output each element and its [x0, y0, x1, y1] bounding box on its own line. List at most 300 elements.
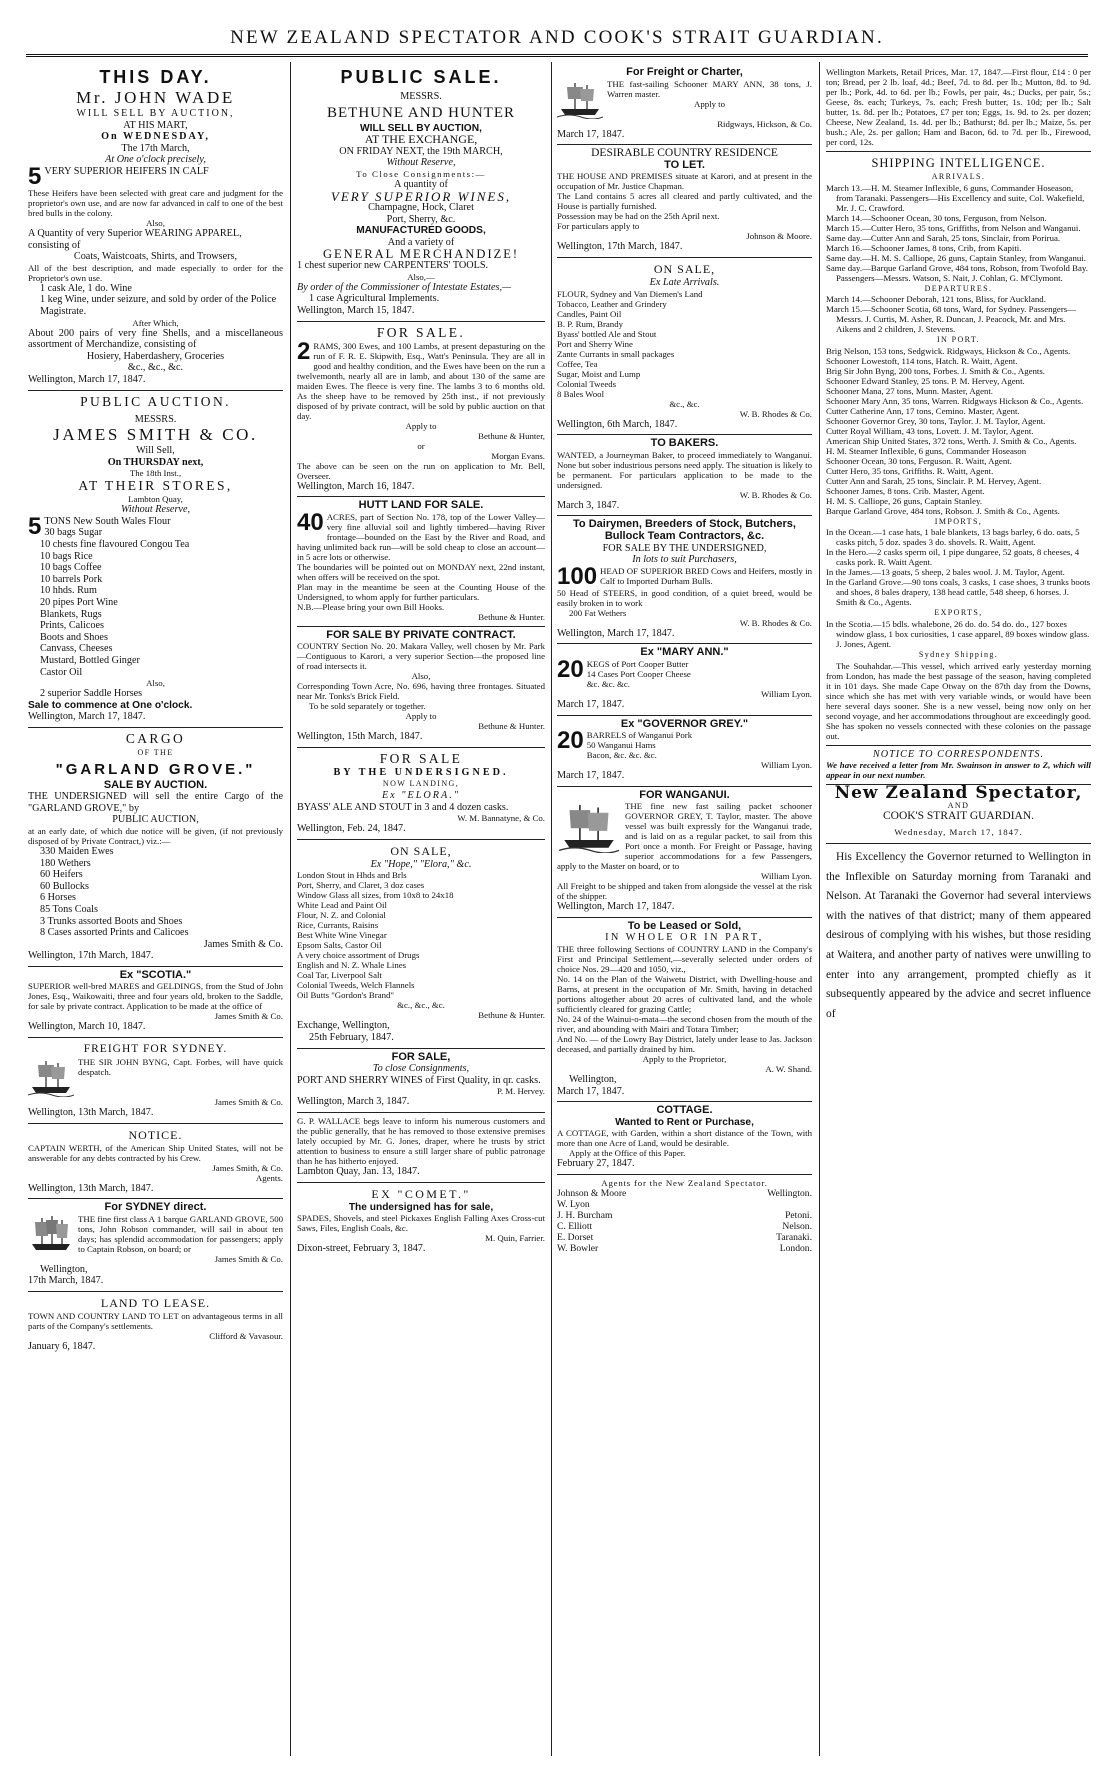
ad-text: And No. — of the Lowry Bay District, lately under lease to Jas. Jackson deceased, and partially drained by him. — [557, 1034, 812, 1055]
list-item: Schooner Ocean, 30 tons, Ferguson. R. Waitt, Agent. — [826, 455, 1012, 466]
ad-text: PUBLIC AUCTION, — [112, 814, 199, 826]
ad-line: And a variety of — [387, 236, 455, 248]
list-item: 85 Tons Coals — [40, 903, 98, 915]
ad-date: March 17, 1847. — [557, 770, 625, 782]
list-item: Sugar, Moist and Lump — [557, 368, 641, 379]
ad-line: Also, — [146, 217, 165, 228]
list-item: Colonial Tweeds — [557, 378, 617, 389]
list-item: Byass' bottled Ale and Stout — [557, 328, 657, 339]
ad-wallace — [297, 1113, 545, 1183]
ad-date: Wellington, March 15, 1847. — [297, 304, 415, 316]
news-text: The Souhahdar.—This vessel, which arrived early yesterday morning from London, has made the best passage of the season, having completed it in 101 days. She made Cape Otway on the 87th day from the Downs, since which she has met with very variable winds, or would have been here several days sooner. She is a new vessel, being now only on her second voyage, and her accommodations throughout are exceedingly good. She has spoken no vessels connected with these colonies on the passage out. — [826, 660, 1091, 741]
ad-text: 1 chest superior new CARPENTERS' TOOLS. — [297, 260, 489, 272]
ad-text: For particulars apply to — [557, 221, 640, 232]
ad-text: Coats, Waistcoats, Shirts, and Trowsers, — [73, 251, 238, 263]
ad-line: FOR SALE BY THE UNDERSIGNED, — [602, 542, 767, 554]
ship-icon — [28, 1057, 74, 1097]
list-item: In the James.—13 goats, 5 sheep, 2 bales wool. J. M. Taylor, Agent. — [826, 567, 1065, 578]
ad-line: Champagne, Hock, Claret — [368, 202, 474, 214]
ship-icon — [557, 79, 603, 119]
lot-number: 40 — [297, 508, 324, 536]
ad-date: Lambton Quay, Jan. 13, 1847. — [297, 1166, 420, 1177]
lot-number: 2 — [297, 337, 311, 365]
agents-list — [557, 1175, 812, 1258]
ad-subheading: Wanted to Rent or Purchase, — [615, 1116, 754, 1128]
ad-signature: William Lyon. — [761, 871, 812, 882]
ad-line: Also, — [146, 678, 165, 689]
ad-text: Hosiery, Haberdashery, Groceries — [86, 350, 225, 362]
list-item: Boots and Shoes — [40, 631, 108, 643]
ad-signature: A. W. Shand. — [765, 1064, 812, 1075]
ad-text: THE fine new fast sailing packet schooner GOVERNOR GREY, T. Taylor, master. The above vessel was built expressly for the Wanganui trade, and is laid on as a regular packet, to sail from this Port once a month. For Freight or Passage, having superior accommodations for a few Passengers, apply to the Master on board, or to — [557, 801, 812, 872]
ad-text: TOWN AND COUNTRY LAND TO LET on advantageous terms in all parts of the Company's settlements. — [28, 1311, 283, 1332]
ad-date: March 17, 1847. — [557, 1085, 625, 1097]
section-heading: SHIPPING INTELLIGENCE. — [871, 156, 1046, 170]
ad-date: Wellington, March 3, 1847. — [297, 1096, 410, 1108]
ad-heading: NOTICE. — [128, 1127, 183, 1142]
ad-signature: William Lyon. — [761, 688, 812, 699]
ad-line: Also,— — [407, 271, 435, 282]
list-item: Castor Oil — [40, 666, 83, 678]
ad-signature: Ridgways, Hickson, & Co. — [717, 118, 812, 129]
list-item: Schooner Mana, 27 tons, Munn. Master, Agent. — [826, 385, 994, 396]
ad-heading: COTTAGE. — [656, 1104, 713, 1117]
list-item: Prints, Calicoes — [40, 620, 104, 632]
departures-list — [826, 294, 1091, 334]
ad-line: &c., &c. — [669, 398, 700, 409]
ad-heading: HUTT LAND FOR SALE. — [358, 499, 484, 512]
ad-line: GENERAL MERCHANDIZE! — [322, 246, 520, 261]
ad-cargo-garland-grove — [28, 728, 283, 967]
column-4 — [826, 64, 1091, 1756]
subsection-heading: IMPORTS, — [934, 516, 983, 526]
agent-location: Taranaki. — [776, 1232, 812, 1244]
ad-date: 17th March, 1847. — [28, 1275, 104, 1287]
ad-text: SUPERIOR well-bred MARES and GELDINGS, from the Stud of John Jones, Esq., Waikowaiti, three and four years old, broken to the Saddle, for sale by private contract. Application to be made at the office of — [28, 981, 283, 1012]
list-item: In the Ocean.—1 case hats, 1 bale blankets, 13 bags barley, 6 do. oats, 5 casks pitch, 5 doz. spades 3 do. shovels. R. Waitt, Agent. — [826, 527, 1080, 548]
ad-line: NOW LANDING, — [382, 779, 460, 789]
ad-line: To Close Consignments:— — [356, 168, 486, 179]
ad-text: ACRES, part of Section No. 178, top of the Lower Valley—very fine alluvial soil and lightly timbered—having River frontage—bounded on the East by the River and Road, and having unlimited back run—will be sold cheap to close an account—in 5 acre lots or otherwise. — [297, 511, 545, 562]
ad-line: MESSRS. — [400, 91, 442, 102]
subsection-heading: EXPORTS, — [934, 608, 983, 618]
ad-text: 200 Fat Wethers — [569, 607, 627, 618]
ad-line: On WEDNESDAY, — [101, 131, 210, 143]
list-item: March 16.—Schooner James, 8 tons, Crib, from Kapiti. — [826, 242, 1022, 253]
agent-name: J. H. Burcham — [557, 1210, 613, 1222]
ad-text: No. 24 of the Wainui-o-mata—the second chosen from the mouth of the river, and abounding with Mairi and Totara Timber; — [557, 1014, 812, 1035]
list-item: Coffee, Tea — [557, 358, 598, 369]
ad-text: The boundaries will be pointed out on MONDAY next, 22nd instant, when offers will be received on the spot. — [297, 561, 545, 582]
ad-heading: DESIRABLE COUNTRY RESIDENCE — [591, 147, 778, 160]
list-item: March 14.—Schooner Deborah, 121 tons, Bliss, for Auckland. — [826, 294, 1046, 305]
ad-signature: William Lyon. — [761, 760, 812, 771]
agent-location: Petoni. — [785, 1210, 812, 1222]
ad-date: Wellington, 13th March, 1847. — [28, 1182, 154, 1194]
agent-name: E. Dorset — [557, 1232, 594, 1244]
ad-ex-governor-grey — [557, 716, 812, 787]
agent-name: W. Bowler — [557, 1243, 599, 1255]
ad-on-sale-arrivals — [557, 258, 812, 435]
list-item: March 13.—H. M. Steamer Inflexible, 6 guns, Commander Hoseason, from Taranaki. Passengers—His Excellency and suite, Col. Wakefield, Mr. J. C. Crawford. — [826, 182, 1085, 213]
ad-line: Lambton Quay, — [128, 494, 183, 505]
ad-text: COUNTRY Section No. 20. Makara Valley, well chosen by Mr. Park—Contiguous to Karori, a very superior Section—the proposed line of road intersects it. — [297, 641, 545, 672]
list-item: Best White Wine Vinegar — [297, 930, 387, 941]
ad-signature: Bethune & Hunter. — [478, 1010, 545, 1021]
list-item: 330 Maiden Ewes — [40, 845, 114, 857]
ad-text: BYASS' ALE AND STOUT in 3 and 4 dozen casks. — [297, 801, 509, 813]
ad-date: March 17, 1847. — [557, 698, 625, 710]
item-list — [28, 846, 283, 939]
ad-text: The above can be seen on the run on application to Mr. Bell, Overseer. — [297, 460, 545, 481]
lot-number: 5 — [28, 512, 42, 540]
ad-heading: EX "COMET." — [371, 1186, 471, 1201]
notice-correspondents — [826, 746, 1091, 786]
ad-sydney-direct — [28, 1199, 283, 1292]
ad-heading: For Freight or Charter, — [626, 66, 743, 78]
ad-heading: CARGO — [125, 730, 186, 746]
list-item: Oil Butts "Gordon's Brand" — [297, 990, 394, 1001]
list-item: Same day.—Cutter Ann and Sarah, 25 tons, Sinclair, from Porirua. — [826, 232, 1061, 243]
ad-signature: W. M. Bannatyne, & Co. — [457, 813, 545, 824]
ad-heading: THIS DAY. — [99, 67, 212, 87]
ad-line: Apply to — [405, 420, 437, 431]
list-item: Canvass, Cheeses — [40, 643, 113, 655]
ad-line: MESSRS. — [134, 413, 177, 425]
list-item: Flour, N. Z. and Colonial — [297, 910, 386, 921]
ad-line: Apply to — [405, 711, 437, 722]
ad-line: In lots to suit Purchasers, — [632, 554, 737, 566]
ad-subheading: The undersigned has for sale, — [348, 1201, 494, 1213]
ad-ex-comet — [297, 1183, 545, 1259]
list-item: 3 Trunks assorted Boots and Shoes — [40, 915, 183, 927]
exports-list — [826, 619, 1091, 649]
ad-signature: James Smith & Co. — [203, 938, 283, 950]
list-item: English and N. Z. Whale Lines — [297, 960, 407, 971]
ad-port-sherry — [297, 1049, 545, 1113]
ad-heading: FOR SALE, — [391, 1050, 451, 1063]
ad-signature: W. B. Rhodes & Co. — [739, 489, 812, 500]
ad-notice-werth — [28, 1124, 283, 1200]
list-item: Colonial Tweeds, Welch Flannels — [297, 980, 415, 991]
auctioneer-name: BETHUNE AND HUNTER — [327, 104, 515, 121]
ad-line: The 17th March, — [121, 142, 190, 154]
ship-icon — [28, 1214, 74, 1254]
lot-number: 20 — [557, 655, 584, 683]
ad-freight-charter — [557, 64, 812, 145]
ad-country-residence — [557, 145, 812, 258]
ad-line: Apply to the Proprietor, — [642, 1054, 727, 1065]
ad-lease-sold — [557, 918, 812, 1102]
ad-text: CAPTAIN WERTH, of the American Ship United States, will not be answerable for any debts contracted by his Crew. — [28, 1142, 283, 1163]
ad-line: WILL SELL BY AUCTION, — [76, 108, 235, 119]
ad-line: Port, Sherry, &c. — [386, 213, 456, 225]
ad-date: Wellington, 6th March, 1847. — [557, 418, 678, 430]
ad-signature: James Smith & Co. — [214, 1253, 283, 1264]
agent-name: C. Elliott — [557, 1221, 593, 1233]
ad-signature: Bethune & Hunter. — [478, 611, 545, 622]
lot-number: 5 — [28, 162, 42, 190]
list-item: Schooner James, 8 tons. Crib. Master, Agent. — [826, 485, 985, 496]
list-item: In the Garland Grove.—90 tons coals, 3 casks, 1 case shoes, 3 trunks boots and shoes, 8 bales drapery, 138 head cattle, 548 sheep, 6 horses. J. Smith & Co., Agents. — [826, 577, 1091, 608]
ad-heading: "GARLAND GROVE." — [55, 760, 256, 778]
ad-line: After Which, — [132, 317, 179, 328]
agent-location: Nelson. — [782, 1221, 812, 1233]
ad-for-wanganui — [557, 787, 812, 918]
ad-line: The 18th Inst., — [129, 468, 182, 479]
subsection-heading: ARRIVALS. — [931, 172, 986, 181]
ad-text: 1 cask Ale, 1 do. Wine — [40, 282, 132, 294]
ad-text: Corresponding Town Acre, No. 696, having three frontages. Situated near Mr. Tonks's Brick Field. — [297, 681, 545, 702]
ad-signature: W. B. Rhodes & Co. — [739, 617, 812, 628]
list-item: Barque Garland Grove, 484 tons, Robson. J. Smith & Co., Agents. — [826, 505, 1060, 516]
ad-heading: ON SALE, — [390, 843, 452, 858]
list-item: March 14.—Schooner Ocean, 30 tons, Ferguson, from Nelson. — [826, 212, 1047, 223]
ad-heading: PUBLIC SALE. — [340, 67, 502, 87]
list-item: London Stout in Hhds and Brls — [297, 870, 407, 881]
ad-date: Wellington, March 17, 1847. — [28, 373, 146, 385]
item-list — [297, 870, 545, 1000]
list-item: Epsom Salts, Castor Oil — [297, 940, 382, 951]
ad-line: WILL SELL BY AUCTION, — [360, 122, 482, 134]
ad-heading: FOR SALE — [379, 750, 463, 766]
list-item: Window Glass all sizes, from 10x8 to 24x18 — [297, 890, 454, 901]
list-item: Schooner Lowestoft, 114 tons, Hatch. R. Waitt, Agent. — [826, 355, 1018, 366]
ad-text: 2 superior Saddle Horses — [40, 688, 143, 700]
list-item: March 15.—Cutter Hero, 35 tons, Griffiths, from Nelson and Wanganui. — [826, 222, 1081, 233]
ad-signature: M. Quin, Farrier. — [485, 1233, 545, 1244]
ad-date: Wellington, 17th March, 1847. — [557, 241, 683, 253]
column-3 — [557, 64, 812, 1756]
editorial-date: Wednesday, March 17, 1847. — [894, 826, 1023, 837]
ad-ex-mary-ann — [557, 644, 812, 715]
list-item: 10 bags Coffee — [40, 562, 102, 574]
ad-signature: W. B. Rhodes & Co. — [739, 408, 812, 419]
ad-heading: To Dairymen, Breeders of Stock, Butchers, Bullock Team Contractors, &c. — [573, 518, 796, 542]
ad-line: Will Sell, — [136, 445, 175, 457]
ad-to-bakers — [557, 435, 812, 516]
ad-text: 14 Cases Port Cooper Cheese — [586, 668, 691, 679]
divider — [826, 843, 1091, 844]
ad-text: SPADES, Shovels, and steel Pickaxes English Falling Axes Cross-cut Saws, Files, English Coals, &c. — [297, 1213, 545, 1234]
ad-dairymen — [557, 516, 812, 644]
list-item: In the Hero.—2 casks sperm oil, 1 pipe dungaree, 52 goats, 8 cheeses, 4 casks pork. R. Waitt Agent. — [826, 547, 1080, 568]
ad-signature: Morgan Evans. — [491, 450, 545, 461]
subsection-heading: IN PORT. — [936, 335, 981, 345]
ad-ex-elora — [297, 748, 545, 840]
list-item: 20 pipes Port Wine — [40, 597, 118, 609]
ad-text: To be sold separately or together. — [309, 701, 426, 712]
list-item: Cutter Catherine Ann, 17 tons, Cemino. Master, Agent. — [826, 405, 1020, 416]
list-item: Schooner Edward Stanley, 25 tons. P. M. Hervey, Agent. — [826, 375, 1025, 386]
ad-for-sale-sheep — [297, 322, 545, 498]
ad-text: &c., &c., &c. — [127, 362, 184, 374]
ad-line: AT THEIR STORES, — [78, 478, 233, 494]
ship-icon — [557, 801, 621, 853]
market-prices: Wellington Markets, Retail Prices, Mar. 17, 1847.—First flour, £14 : 0 per ton; Bread, per 2 lb. loaf, 4d.; Beef, 7d. to 8d. per lb.; Mutton, 8d. to 9d. per lb.; Pork, 4d. to 6d. per lb.; Fowls, per pair, 4s.; Ducks, per pair, 5s.; Geese, 8s. each; Turkeys, 7s. each; Fresh butter, 1s. 10d; per lb.; Salt butter, 1s. 8d. per lb.; Potatoes, £7 per ton; Eggs, 1s. 9d. to 2s. per dozen; Cheese, New Zealand, 1s. 4d. per lb.; Bathurst; 8d. per lb.; Maize, 5s. per bush.; Ale, 2s. per gallon; Ham and Bacon, 6d. to 7d. per lb., Firewood, per cord, 12s. — [826, 67, 1091, 147]
ad-text: THE UNDERSIGNED will sell the entire Cargo of the "GARLAND GROVE," by — [28, 791, 283, 814]
list-item: Zante Currants in small packages — [557, 348, 675, 359]
ad-heading: FOR WANGANUI. — [639, 788, 730, 801]
column-divider — [551, 62, 552, 1756]
ad-line: Ex "Hope," "Elora," &c. — [370, 858, 472, 870]
ad-text: Bacon, &c. &c. &c. — [586, 750, 657, 761]
ad-date: Wellington, 15th March, 1847. — [297, 731, 423, 743]
ad-freight-sydney — [28, 1038, 283, 1124]
ad-date: Wellington, — [40, 1263, 88, 1275]
list-item: 10 barrels Pork — [40, 573, 103, 585]
ad-signature: James Smith & Co. — [214, 1097, 283, 1108]
list-item: 30 bags Sugar — [44, 527, 103, 539]
ad-date: Wellington, 17th March, 1847. — [28, 950, 154, 962]
ad-line: or — [417, 440, 425, 451]
ad-line: A quantity of — [394, 178, 448, 190]
ad-text: HEAD OF SUPERIOR BRED Cows and Heifers, mostly in Calf to Imported Durham Bulls. — [600, 565, 812, 586]
ad-date: Wellington, March 16, 1847. — [297, 480, 415, 492]
list-item: Port and Sherry Wine — [557, 338, 633, 349]
ad-line: Ex Late Arrivals. — [649, 276, 720, 288]
ad-signature: James Smith & Co. — [214, 1011, 283, 1022]
ad-text: THE three following Sections of COUNTRY LAND in the Company's First and Principal Settlement,—severally selected under orders of choice Nos. 29—420 and 1050, viz., — [557, 944, 812, 975]
agent-row — [557, 1199, 812, 1210]
ad-text: The Land contains 5 acres all cleared and partly cultivated, and the House is partially furnished. — [557, 191, 812, 212]
list-item: 8 Bales Wool — [557, 388, 605, 399]
list-item: Same day.—H. M. S. Calliope, 26 guns, Captain Stanley, from Wanganui. — [826, 252, 1086, 263]
list-item: 10 chests fine flavoured Congou Tea — [40, 539, 190, 551]
ad-text: THE fine first class A 1 barque GARLAND GROVE, 500 tons, John Robson commander, will sail in about ten days; has splendid accommodation for passengers; apply to Captain Robson, on board; or — [78, 1213, 283, 1254]
paper-title: New Zealand Spectator, — [834, 783, 1083, 804]
ad-line: AT THE EXCHANGE, — [364, 132, 478, 147]
ad-text: A Quantity of very Superior WEARING APPAREL, consisting of — [28, 227, 242, 251]
ad-date: Wellington, 13th March, 1847. — [28, 1107, 154, 1119]
column-divider — [290, 62, 291, 1756]
lot-number: 20 — [557, 727, 584, 755]
list-item: American Ship United States, 372 tons, Werth. J. Smith & Co., Agents. — [826, 435, 1077, 446]
list-item: Cutter Royal William, 43 tons, Lovett. J. M. Taylor, Agent. — [826, 425, 1034, 436]
ad-text: By order of the Commissioner of Intestate Estates,— — [297, 281, 512, 293]
column-2 — [297, 64, 545, 1756]
agent-row — [557, 1210, 812, 1221]
ad-subheading: SALE BY AUCTION. — [103, 778, 208, 791]
ad-line: ON FRIDAY NEXT, the 19th MARCH, — [339, 145, 503, 157]
ad-text: These Heifers have been selected with great care and judgment for the proprietor's own use, and are now far advanced in calf to one of the best bred bulls in the colony. — [28, 187, 283, 218]
list-item: Rice, Currants, Raisins — [297, 920, 379, 931]
list-item: H. M. Steamer Inflexible, 6 guns, Commander Hoseason — [826, 445, 1027, 456]
auctioneer-name: JAMES SMITH & CO. — [53, 425, 258, 445]
imports-list — [826, 527, 1091, 607]
agent-row — [557, 1243, 812, 1254]
list-item: 60 Bullocks — [40, 880, 89, 892]
ad-heading: FOR SALE. — [376, 324, 466, 340]
ad-date: Wellington, — [569, 1074, 617, 1086]
wellington-markets — [826, 64, 1091, 152]
ad-line: Without Reserve, — [386, 157, 456, 169]
ad-subheading: TO LET. — [664, 158, 705, 171]
list-item: H. M. S. Calliope, 26 guns, Captain Stanley. — [826, 495, 983, 506]
list-item: Port, Sherry, and Claret, 3 doz cases — [297, 880, 425, 891]
subsection-heading: DEPARTURES. — [924, 283, 993, 293]
list-item: Candles, Paint Oil — [557, 308, 622, 319]
ad-heading: To be Leased or Sold, — [627, 919, 742, 932]
lot-title: VERY SUPERIOR HEIFERS IN CALF — [44, 165, 209, 177]
ad-date: Wellington, March 17, 1847. — [557, 627, 675, 639]
auctioneer-name: Mr. JOHN WADE — [76, 88, 235, 107]
ad-text: A COTTAGE, with Garden, within a short distance of the Town, with more than one Acre of Land, would be desirable. — [557, 1128, 812, 1149]
list-item: 10 hhds. Rum — [40, 585, 97, 597]
agent-name: W. Lyon — [557, 1199, 590, 1211]
ad-text: &c. &c. &c. — [586, 678, 630, 689]
ad-date: March 3, 1847. — [557, 499, 620, 511]
ad-signature: Bethune & Hunter, — [478, 430, 545, 441]
lot-title: TONS New South Wales Flour — [44, 515, 171, 527]
list-item: Cutter Hero, 35 tons, Griffiths. R. Waitt, Agent. — [826, 465, 994, 476]
list-item: Coal Tar, Liverpool Salt — [297, 970, 382, 981]
ad-heading: Ex "MARY ANN." — [640, 646, 729, 659]
ad-heading: FOR SALE BY PRIVATE CONTRACT. — [326, 628, 516, 641]
list-item: Blankets, Rugs — [40, 608, 102, 620]
ad-text: at an early date, of which due notice will be given, (if not previously disposed of by Private Contract,) viz.:— — [28, 825, 283, 846]
ad-wade-auction — [28, 64, 283, 391]
ad-signature: Johnson & Moore. — [746, 231, 812, 242]
editorial — [826, 785, 1091, 1028]
paper-subtitle: COOK'S STRAIT GUARDIAN. — [882, 810, 1035, 823]
ad-heading: Agents for the New Zealand Spectator. — [601, 1178, 768, 1189]
ad-signature: P. M. Hervey. — [496, 1086, 545, 1097]
ad-text: BARRELS of Wanganui Pork — [586, 730, 693, 741]
ad-text: 1 keg Wine, under seizure, and sold by order of the Police Magistrate. — [40, 294, 277, 317]
column-1 — [28, 64, 283, 1756]
ad-text: Possession may be had on the 25th April next. — [557, 211, 720, 222]
ad-line: To close Consignments, — [372, 1063, 470, 1075]
agent-row — [557, 1188, 812, 1199]
ad-text: KEGS of Port Cooper Butter — [586, 658, 689, 669]
ad-text: All of the best description, and made especially to order for the Proprietor's own use. — [28, 262, 283, 283]
ad-heading: TO BAKERS. — [650, 437, 719, 450]
ad-hutt-land — [297, 497, 545, 627]
masthead: NEW ZEALAND SPECTATOR AND COOK'S STRAIT GUARDIAN. — [230, 27, 884, 48]
list-item: Mustard, Bottled Ginger — [40, 655, 140, 666]
ad-text: 50 Wanganui Hams — [586, 740, 656, 751]
ad-signature: James Smith, & Co. — [212, 1162, 283, 1173]
ad-line: AND — [947, 800, 970, 810]
ad-line: Without Reserve, — [120, 504, 191, 516]
editorial-text: His Excellency the Governor returned to Wellington in the Inflexible on Saturday morning from Taranaki and Nelson. At Taranaki the Governor had several interviews with the natives of that district; many of them appeared desirous of complying with his wishes, but those residing at Waitera, and another party of natives were unwilling to enter into any arrangement, prompted chiefly as it subsequently appeared by the advice and secret influence of — [826, 850, 1091, 1020]
ad-land-lease — [28, 1292, 283, 1357]
agent-location: Wellington. — [767, 1188, 812, 1200]
ad-line: AT HIS MART, — [123, 119, 188, 131]
subsection-heading: Sydney Shipping. — [918, 649, 999, 659]
ad-signature: Clifford & Vavasour. — [209, 1331, 283, 1342]
ad-line: Apply to — [693, 98, 726, 109]
ad-on-sale-hope — [297, 840, 545, 1049]
agents-table — [557, 1188, 812, 1254]
list-item: White Lead and Paint Oil — [297, 900, 387, 911]
agent-row — [557, 1221, 812, 1232]
ad-text: THE HOUSE AND PREMISES situate at Karori, and at present in the occupation of Mr. Justice Chapman. — [557, 171, 812, 192]
ad-text: WANTED, a Journeyman Baker, to proceed immediately to Wanganui. None but sober industrious persons need apply. The situation is likely to be permanent. For particulars application to be made to the undersigned. — [557, 449, 812, 490]
ad-smith-auction — [28, 391, 283, 728]
ad-heading: Ex "SCOTIA." — [119, 968, 192, 981]
ad-text: G. P. WALLACE begs leave to inform his numerous customers and the public generally, that he has removed to those extensive premises lately occupied by Mr. G. Jones, draper, where he trusts by strict attention to business to ensure a still larger share of public patronage than he has hitherto enjoyed. — [297, 1116, 545, 1166]
ad-heading: FREIGHT FOR SYDNEY. — [83, 1043, 228, 1056]
ad-line: VERY SUPERIOR WINES, — [330, 188, 512, 204]
ad-line: MANUFACTURED GOODS, — [356, 225, 486, 237]
notice-text: We have received a letter from Mr. Swainson in answer to Z, which will appear in our next number. — [826, 760, 1091, 781]
ad-heading: Ex "GOVERNOR GREY." — [620, 717, 749, 730]
ad-signature: Agents. — [255, 1172, 283, 1183]
agent-location: London. — [779, 1243, 812, 1255]
list-item: Schooner Governor Grey, 30 tons, Taylor. J. M. Taylor, Agent. — [826, 415, 1046, 426]
